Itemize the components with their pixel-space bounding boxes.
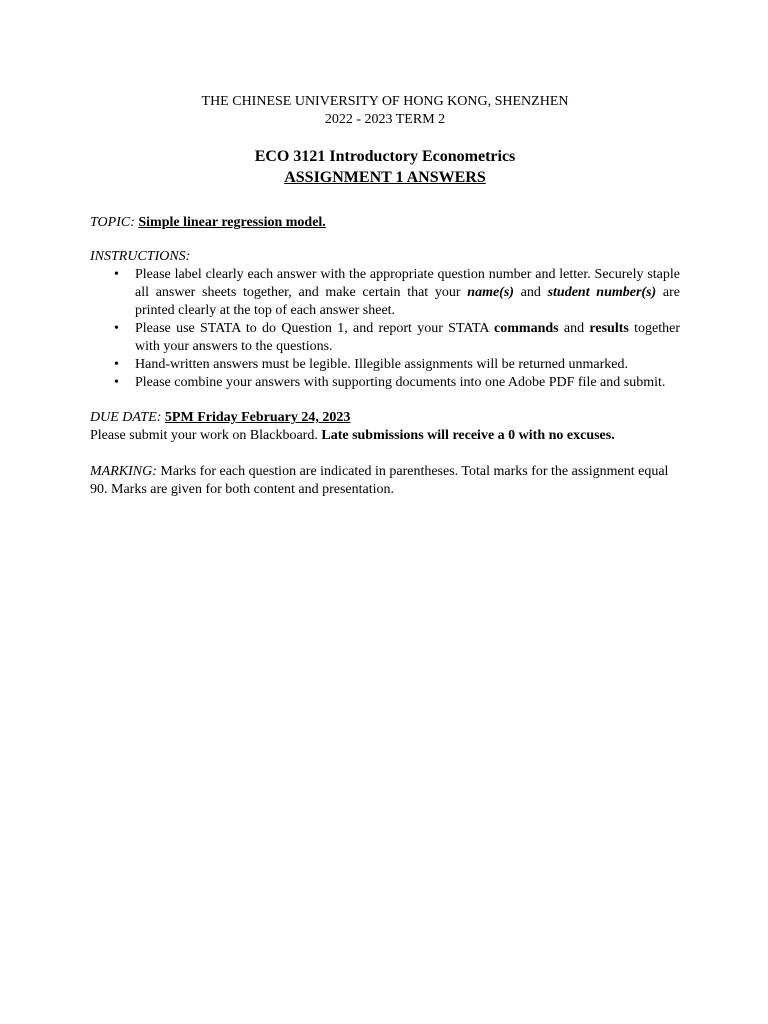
submission-line bbox=[90, 427, 680, 445]
document-page bbox=[90, 93, 680, 499]
topic-line bbox=[90, 214, 680, 232]
assignment-title-wrap bbox=[90, 167, 680, 188]
item2-emph-results: results bbox=[589, 321, 629, 336]
list-item bbox=[90, 356, 680, 374]
title-block bbox=[90, 146, 680, 188]
bullet-icon: • bbox=[114, 357, 119, 372]
term-line: 2022 - 2023 TERM 2 bbox=[324, 112, 446, 127]
list-item bbox=[90, 320, 680, 356]
topic-value: Simple linear regression model. bbox=[138, 215, 326, 230]
bullet-icon: • bbox=[114, 321, 119, 336]
submission-text: Please submit your work on Blackboard. bbox=[90, 428, 322, 443]
item4-text: Please combine your answers with supporting documents into one Adobe PDF file and submit. bbox=[135, 375, 666, 390]
due-date-label: DUE DATE: bbox=[90, 410, 162, 425]
item2-text-e: together with your answers to the questions. bbox=[135, 321, 680, 354]
marking-text: Marks for each question are indicated in parentheses. Total marks for the assignment equal 90. Marks are given for both content and presentation. bbox=[90, 464, 669, 497]
marking-label: MARKING: bbox=[90, 464, 157, 479]
bullet-icon: • bbox=[114, 375, 119, 390]
instructions-label: INSTRUCTIONS: bbox=[90, 249, 191, 264]
due-date-line bbox=[90, 409, 680, 427]
item1-text-a: Please label clearly each answer with the appropriate question number and letter. Securely staple all answer sheets together, and make certain that your bbox=[135, 267, 680, 300]
item2-emph-commands: commands bbox=[494, 321, 559, 336]
item2-text-a: Please use STATA to do Question 1, and report your STATA bbox=[135, 321, 495, 336]
course-title: ECO 3121 Introductory Econometrics bbox=[254, 148, 516, 165]
item2-text-c: and bbox=[558, 321, 590, 336]
topic-label: TOPIC: bbox=[90, 215, 135, 230]
item1-emph-number: student number(s) bbox=[547, 285, 657, 300]
late-policy-text: Late submissions will receive a 0 with no excuses. bbox=[321, 428, 615, 443]
due-date-value: 5PM Friday February 24, 2023 bbox=[164, 410, 351, 425]
marking-paragraph bbox=[90, 463, 680, 499]
list-item bbox=[90, 266, 680, 320]
assignment-title: ASSIGNMENT 1 ANSWERS bbox=[284, 169, 486, 186]
list-item bbox=[90, 374, 680, 392]
item1-text-e: are printed clearly at the top of each answer sheet. bbox=[135, 285, 680, 318]
instructions-list bbox=[90, 266, 680, 392]
item1-text-c: and bbox=[513, 285, 548, 300]
item1-emph-name: name(s) bbox=[467, 285, 514, 300]
item3-text: Hand-written answers must be legible. Illegible assignments will be returned unmarked. bbox=[135, 357, 628, 372]
bullet-icon: • bbox=[114, 267, 119, 282]
university-name: THE CHINESE UNIVERSITY OF HONG KONG, SHENZHEN bbox=[201, 94, 569, 109]
